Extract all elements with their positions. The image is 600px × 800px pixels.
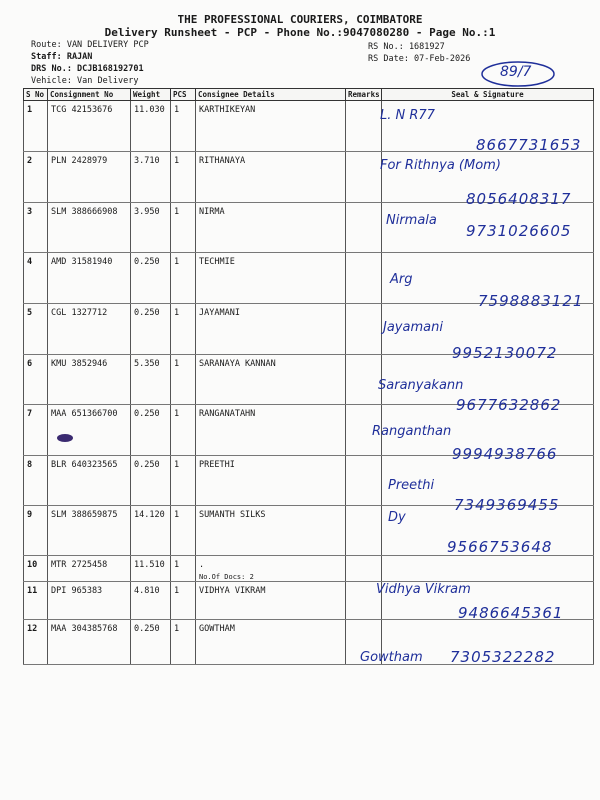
consignee-text: SUMANTH SILKS <box>199 510 266 520</box>
pcs-text: 1 <box>174 257 180 267</box>
weight-text: 0.250 <box>134 460 160 470</box>
cell-consignment <box>48 556 131 582</box>
col-header: Weight <box>131 89 171 101</box>
consignment-text: MAA 651366700 <box>51 409 118 419</box>
cell-pcs <box>171 620 196 665</box>
cell-remarks <box>346 556 382 582</box>
cell-consignee <box>196 556 346 582</box>
signature-name: For Rithnya (Mom) <box>380 158 501 173</box>
cell-remarks <box>346 304 382 355</box>
consignment-text: MAA 304385768 <box>51 624 118 634</box>
pcs-text: 1 <box>174 308 180 318</box>
cell-consignment <box>48 101 131 152</box>
consignment-text: AMD 31581940 <box>51 257 113 267</box>
consignee-text: JAYAMANI <box>199 308 240 318</box>
sno-text: 7 <box>27 409 33 419</box>
cell-weight <box>131 620 171 665</box>
sno-text: 10 <box>27 560 38 570</box>
cell-consignee <box>196 304 346 355</box>
meta-right <box>368 41 470 65</box>
cell-weight <box>131 304 171 355</box>
consignment-text: TCG 42153676 <box>51 105 113 115</box>
cell-consignee <box>196 506 346 556</box>
consignee-text: RITHANAYA <box>199 156 246 166</box>
docs-count-text: No.Of Docs: 2 <box>199 573 254 581</box>
signature-name: Gowtham <box>360 650 423 665</box>
consignee-text: RANGANATAHN <box>199 409 256 419</box>
cell-sno <box>24 355 48 405</box>
table-header-row <box>24 89 594 101</box>
cell-pcs <box>171 556 196 582</box>
route-text: Route: VAN DELIVERY PCP <box>31 40 149 50</box>
cell-consignment <box>48 304 131 355</box>
pcs-text: 1 <box>174 409 180 419</box>
signature-phone: 9486645361 <box>458 604 564 622</box>
cell-pcs <box>171 456 196 506</box>
signature-name: Saranyakann <box>378 378 464 393</box>
vehicle-text: Vehicle: Van Delivery <box>31 76 139 86</box>
cell-sno <box>24 253 48 304</box>
cell-remarks <box>346 355 382 405</box>
cell-weight <box>131 355 171 405</box>
cell-consignment <box>48 506 131 556</box>
cell-sno <box>24 582 48 620</box>
col-header: Consignee Details <box>196 89 346 101</box>
pcs-text: 1 <box>174 560 180 570</box>
pcs-text: 1 <box>174 460 180 470</box>
staff-text: Staff: RAJAN <box>31 52 93 62</box>
cell-sno <box>24 620 48 665</box>
weight-text: 0.250 <box>134 624 160 634</box>
cell-consignment <box>48 203 131 253</box>
consignment-text: SLM 388666908 <box>51 207 118 217</box>
consignee-text: KARTHIKEYAN <box>199 105 256 115</box>
sno-text: 4 <box>27 257 33 267</box>
cell-consignment <box>48 456 131 506</box>
col-header: Seal & Signature <box>382 89 594 101</box>
sno-text: 1 <box>27 105 33 115</box>
pcs-text: 1 <box>174 105 180 115</box>
signature-phone: 8667731653 <box>476 136 582 154</box>
cell-consignee <box>196 101 346 152</box>
cell-weight <box>131 203 171 253</box>
cell-sno <box>24 456 48 506</box>
consignee-text: SARANAYA KANNAN <box>199 359 276 369</box>
signature-name: Nirmala <box>386 213 437 228</box>
cell-pcs <box>171 405 196 456</box>
cell-sno <box>24 556 48 582</box>
cell-remarks <box>346 152 382 203</box>
cell-consignment <box>48 620 131 665</box>
cell-consignee <box>196 456 346 506</box>
consignee-text: VIDHYA VIKRAM <box>199 586 266 596</box>
cell-signature <box>382 556 594 582</box>
cell-consignment <box>48 582 131 620</box>
cell-pcs <box>171 582 196 620</box>
col-header: Consignment No <box>48 89 131 101</box>
cell-sno <box>24 304 48 355</box>
cell-consignee <box>196 253 346 304</box>
cell-sno <box>24 506 48 556</box>
cell-consignee <box>196 152 346 203</box>
cell-remarks <box>346 253 382 304</box>
cell-weight <box>131 556 171 582</box>
signature-phone: 9952130072 <box>452 344 558 362</box>
sno-text: 11 <box>27 586 38 596</box>
page-note-text: 89/7 <box>500 64 532 80</box>
signature-name: Jayamani <box>383 320 443 335</box>
pcs-text: 1 <box>174 359 180 369</box>
cell-sno <box>24 203 48 253</box>
col-header: Remarks <box>346 89 382 101</box>
consignee-text: GOWTHAM <box>199 624 235 634</box>
signature-name: Arg <box>390 272 413 287</box>
consignment-text: PLN 2428979 <box>51 156 108 166</box>
consignment-text: BLR 640323565 <box>51 460 118 470</box>
cell-pcs <box>171 101 196 152</box>
cell-consignment <box>48 152 131 203</box>
consignee-text: NIRMA <box>199 207 225 217</box>
signature-phone: 7349369455 <box>454 496 560 514</box>
cell-sno <box>24 405 48 456</box>
cell-remarks <box>346 456 382 506</box>
consignee-text: . <box>199 560 205 570</box>
pcs-text: 1 <box>174 156 180 166</box>
rs-no-text: RS No.: 1681927 <box>368 42 445 52</box>
signature-phone: 7305322282 <box>450 648 556 666</box>
cell-consignee <box>196 405 346 456</box>
signature-phone: 8056408317 <box>466 190 572 208</box>
weight-text: 0.250 <box>134 257 160 267</box>
cell-weight <box>131 582 171 620</box>
cell-sno <box>24 152 48 203</box>
cell-consignment <box>48 253 131 304</box>
signature-phone: 9994938766 <box>452 445 558 463</box>
cell-remarks <box>346 506 382 556</box>
signature-name: Ranganthan <box>372 424 452 439</box>
sno-text: 3 <box>27 207 33 217</box>
sno-text: 6 <box>27 359 33 369</box>
cell-consignee <box>196 582 346 620</box>
cell-weight <box>131 101 171 152</box>
signature-phone: 9677632862 <box>456 396 562 414</box>
cell-pcs <box>171 203 196 253</box>
pcs-text: 1 <box>174 586 180 596</box>
cell-pcs <box>171 152 196 203</box>
cell-weight <box>131 253 171 304</box>
weight-text: 4.810 <box>134 586 160 596</box>
weight-text: 11.510 <box>134 560 165 570</box>
weight-text: 0.250 <box>134 308 160 318</box>
drs-text: DRS No.: DCJB168192701 <box>31 64 144 74</box>
consignment-text: SLM 388659875 <box>51 510 118 520</box>
consignee-text: TECHMIE <box>199 257 235 267</box>
runsheet-table <box>23 88 594 665</box>
company-title: THE PROFESSIONAL COURIERS, COIMBATORE <box>177 13 423 26</box>
cell-sno <box>24 101 48 152</box>
cell-consignment <box>48 405 131 456</box>
cell-consignee <box>196 355 346 405</box>
signature-phone: 9566753648 <box>447 538 553 556</box>
weight-text: 5.350 <box>134 359 160 369</box>
handwritten-page-note <box>478 60 558 88</box>
consignee-text: PREETHI <box>199 460 235 470</box>
cell-weight <box>131 456 171 506</box>
meta-left <box>31 39 149 87</box>
signature-name: Dy <box>388 510 406 525</box>
cell-weight <box>131 405 171 456</box>
pcs-text: 1 <box>174 510 180 520</box>
table-row <box>24 556 594 582</box>
weight-text: 3.950 <box>134 207 160 217</box>
consignment-text: DPI 965383 <box>51 586 103 596</box>
sno-text: 2 <box>27 156 33 166</box>
weight-text: 0.250 <box>134 409 160 419</box>
consignment-text: CGL 1327712 <box>51 308 108 318</box>
runsheet-title: Delivery Runsheet - PCP - Phone No.:9047080280 - Page No.:1 <box>104 26 496 39</box>
col-header: S No <box>24 89 48 101</box>
signature-phone: 7598883121 <box>478 292 584 310</box>
signature-name: Preethi <box>388 478 435 493</box>
cell-consignee <box>196 620 346 665</box>
ink-blot-mark <box>56 433 74 443</box>
cell-weight <box>131 152 171 203</box>
pcs-text: 1 <box>174 624 180 634</box>
col-header: PCS <box>171 89 196 101</box>
weight-text: 11.030 <box>134 105 165 115</box>
signature-phone: 9731026605 <box>466 222 572 240</box>
cell-pcs <box>171 506 196 556</box>
rs-date-text: RS Date: 07-Feb-2026 <box>368 54 471 64</box>
cell-remarks <box>346 101 382 152</box>
signature-name: Vidhya Vikram <box>376 582 471 597</box>
pcs-text: 1 <box>174 207 180 217</box>
cell-pcs <box>171 355 196 405</box>
sno-text: 12 <box>27 624 38 634</box>
consignment-text: KMU 3852946 <box>51 359 108 369</box>
cell-weight <box>131 506 171 556</box>
cell-consignee <box>196 203 346 253</box>
cell-pcs <box>171 253 196 304</box>
signature-name: L. N R77 <box>380 108 435 123</box>
weight-text: 14.120 <box>134 510 165 520</box>
sno-text: 9 <box>27 510 33 520</box>
weight-text: 3.710 <box>134 156 160 166</box>
cell-remarks <box>346 203 382 253</box>
sno-text: 5 <box>27 308 33 318</box>
consignment-text: MTR 2725458 <box>51 560 108 570</box>
sno-text: 8 <box>27 460 33 470</box>
cell-pcs <box>171 304 196 355</box>
cell-consignment <box>48 355 131 405</box>
